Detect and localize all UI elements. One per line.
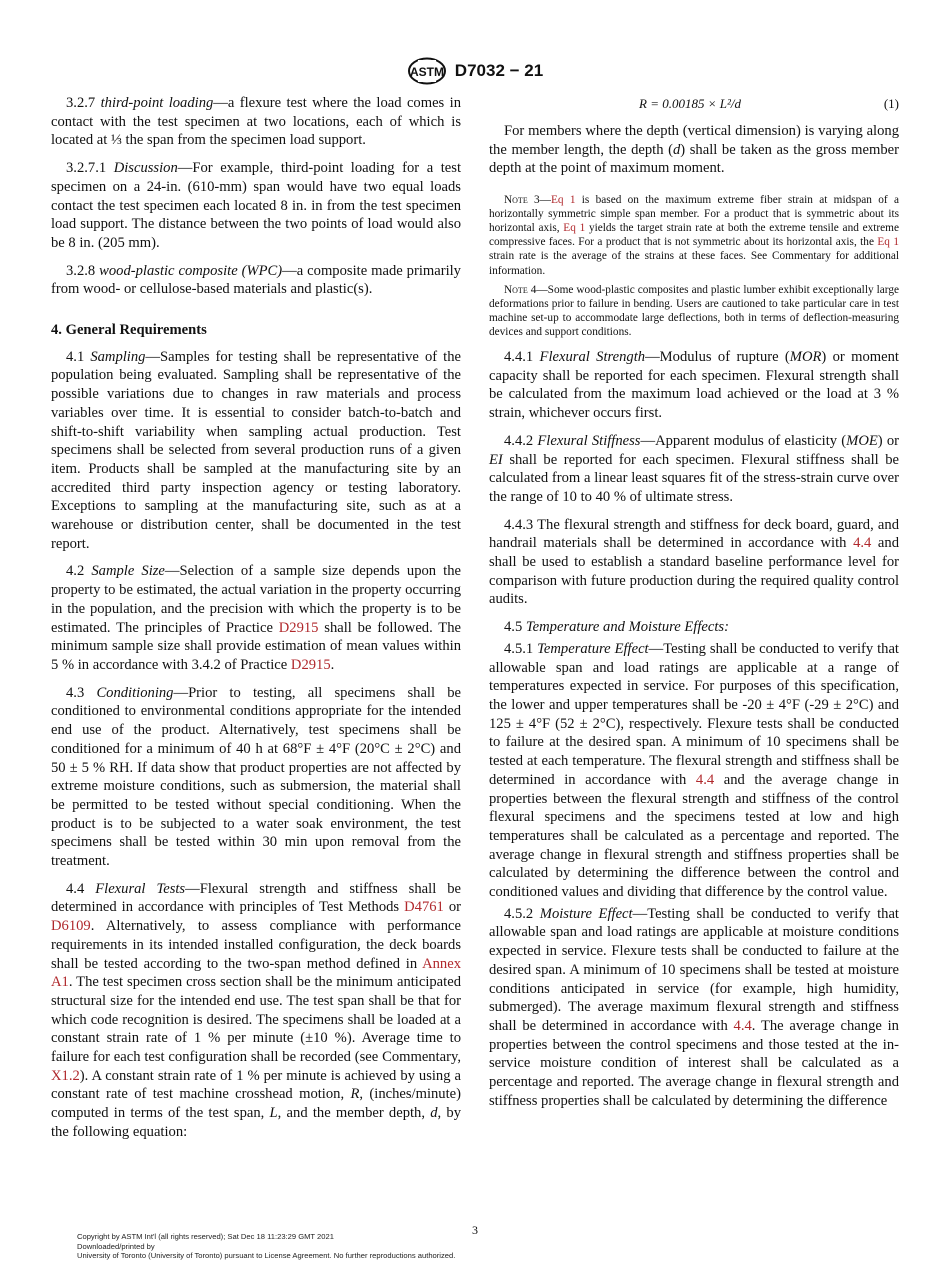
- note-3: Note 3—Eq 1 is based on the maximum extreme fiber strain at midspan of a horizontally symmetric simple span member. For a product that is symmetric about its horizontal axis, Eq 1 yields the target strain rate at both the extreme tensile and extreme compressive faces. For a product that is not symmetric about its horizontal axis, the Eq 1 strain rate is the average of the strains at these faces. See Commentary for additional information.: [489, 194, 899, 277]
- paragraph-depth: For members where the depth (vertical dimension) is varying along the member length, the depth (d) shall be taken as the gross member depth at the point of maximum moment.: [489, 123, 899, 177]
- copyright-footer: [77, 1232, 455, 1261]
- equation-number: (1): [883, 96, 899, 111]
- link-4-4[interactable]: 4.4: [733, 1017, 752, 1034]
- link-eq-1[interactable]: Eq 1: [550, 194, 576, 207]
- link-4-4[interactable]: 4.4: [853, 535, 872, 552]
- link-eq-1[interactable]: Eq 1: [877, 236, 899, 249]
- equation-1: [489, 94, 899, 116]
- footer-line: University of Toronto (University of Toronto) pursuant to License Agreement. No further reproductions authorized.: [77, 1251, 456, 1261]
- paragraph-3-2-7: 3.2.7 third-point loading—a flexure test where the load comes in contact with the test specimen at two locations, each of which is located at ⅓ the span from the specimen load support.: [51, 95, 461, 149]
- document-designation: D7032 − 21: [454, 61, 544, 80]
- link-d4761[interactable]: D4761: [404, 899, 444, 916]
- svg-text:ASTM: ASTM: [409, 65, 444, 79]
- paragraph-4-4-2: 4.4.2 Flexural Stiffness—Apparent modulus of elasticity (MOE) or EI shall be reported for each specimen. Flexural stiffness shall be calculated from a linear least squares fit of the stress-strain curve over the range of 10 to 40 % of ultimate stress.: [489, 432, 899, 505]
- paragraph-4-5-1: 4.5.1 Temperature Effect—Testing shall be conducted to verify that allowable span and load ratings are applicable at a range of temperatures expected in service. For purposes of this specification, the lower and upper temperatures shall be -20 ± 4°F (-29 ± 2°C) and 125 ± 4°F (52 ± 2°C), respectively. Flexure tests shall be conducted to failure at the desired span. A minimum of 10 specimens shall be tested at each temperature. The flexural strength and stiffness shall be determined in accordance with 4.4 and the average change in properties between the flexural strength and stiffness of the control flexural specimens and the specimens tested at low and high temperatures shall be calculated as a percentage and reported. The average change in flexural strength and stiffness properties shall be calculated by determining the difference between the control and conditioned values and dividing that difference by the control value.: [489, 640, 899, 901]
- paragraph-4-3: 4.3 Conditioning—Prior to testing, all specimens shall be conditioned to environmental conditions appropriate for the intended end use of the product. Alternatively, test specimens shall be conditioned for a minimum of 40 h at 68°F ± 4°F (20°C ± 2°C) and 50 ± 5 % RH. If data show that product properties are not affected by extreme moisture conditions, such as submersion, the material shall be permitted to be tested without special conditioning. When the product is to be subjected to a water soak environment, the test specimens shall be tested within 30 min upon removal from the treatment.: [51, 684, 461, 870]
- left-column: [51, 94, 461, 1151]
- paragraph-3-2-7-1: 3.2.7.1 Discussion—For example, third-point loading for a test specimen on a 24-in. (610-mm) span would have two equal loads contact the test specimen each located 8 in. in from the test specimen load support. The distance between the two points of load would also be 8 in. (205 mm).: [51, 160, 462, 251]
- link-d2915[interactable]: D2915: [278, 619, 319, 636]
- paragraph-4-4-3: 4.4.3 The flexural strength and stiffness for deck board, guard, and handrail materials shall be determined in accordance with 4.4 and shall be used to establish a standard baseline performance level for comparison with future production during the required quality control audits.: [489, 516, 899, 608]
- link-eq-1[interactable]: Eq 1: [563, 222, 586, 235]
- paragraph-4-4-1: 4.4.1 Flexural Strength—Modulus of rupture (MOR) or moment capacity shall be reported for each specimen. Flexural strength shall be calculated from the maximum load achieved or the load at 3 % strain, whichever occurs first.: [489, 349, 899, 422]
- paragraph-4-1: 4.1 Sampling—Samples for testing shall be representative of the population being evaluated. Sampling shall be representative of the possible variations due to changes in raw materials and process variables over time. It is essential to consider batch-to-batch and shift-to-shift variability when sampling actual production. Test specimens shall be selected from several production runs of a given item. Products shall be sampled at the manufacturing site by an accredited third party inspection agency or testing laboratory. Exceptions to sampling at the manufacturing site, such as at a warehouse or distribution center, shall be documented in the test report.: [51, 348, 462, 552]
- footer-line: Downloaded/printed by: [77, 1241, 155, 1251]
- paragraph-3-2-8: 3.2.8 wood-plastic composite (WPC)—a composite made primarily from wood- or cellulose-based materials and plastic(s).: [51, 262, 461, 298]
- link-annex-a1[interactable]: Annex A1: [51, 955, 461, 991]
- page-header: [0, 57, 950, 85]
- link-4-4[interactable]: 4.4: [695, 771, 715, 788]
- right-column: [489, 94, 899, 1110]
- link-d6109[interactable]: D6109: [51, 918, 91, 935]
- link-d2915[interactable]: D2915: [290, 656, 331, 673]
- astm-logo-icon: [407, 57, 447, 85]
- footer-line: Copyright by ASTM Int'l (all rights reserved); Sat Dec 18 11:23:29 GMT 2021: [77, 1232, 334, 1241]
- paragraph-4-5: 4.5 Temperature and Moisture Effects:: [504, 619, 729, 636]
- paragraph-4-4: 4.4 Flexural Tests—Flexural strength and stiffness shall be determined in accordance with principles of Test Methods D4761 or D6109. Alternatively, to assess compliance with performance requirements in its intended installed configuration, the deck boards shall be tested according to the two-span method defined in Annex A1. The test specimen cross section shall be the minimum anticipated structural size for the intended end use. The test span shall be that for which code recognition is desired. The specimens shall be loaded at a constant strain rate of 1 % per minute (±10 %). Average time to failure for each test configuration shall be recorded (see Commentary, X1.2). A constant strain rate of 1 % per minute is achieved by using a constant rate of test machine crosshead motion, R, (inches/minute) computed in terms of the test span, L, and the member depth, d, by the following equation:: [51, 880, 461, 1140]
- paragraph-4-5-2: 4.5.2 Moisture Effect—Testing shall be conducted to verify that allowable span and load ratings are applicable at moisture conditions expected in service. Flexure tests shall be conducted to failure at the desired span. A minimum of 10 specimens shall be tested at moisture conditions anticipated in service (for example, high humidity, submerged). The average maximum flexural strength and stiffness shall be determined in accordance with 4.4. The average change in properties between the control specimens and those tested at the in-service moisture condition of interest shall be calculated as a percentage and reported. The average change in flexural strength and stiffness properties shall be calculated by determining the difference: [489, 905, 899, 1109]
- page-number: 3: [472, 1223, 478, 1237]
- link-x1-2[interactable]: X1.2: [51, 1067, 80, 1084]
- note-4: Note 4—Some wood-plastic composites and plastic lumber exhibit exceptionally large deformations prior to failure in bending. Users are cautioned to take particular care in test machine set-up to accommodate large deflections, both in terms of deflection-measuring devices and support conditions.: [489, 283, 899, 338]
- section-heading: 4. General Requirements: [51, 322, 207, 339]
- equation-text: R = 0.00185 × L²/d: [639, 96, 741, 111]
- paragraph-4-2: 4.2 Sample Size—Selection of a sample size depends upon the property to be estimated, the actual variation in the property occurring in the population, and the precision with which the property is to be estimated. The principles of Practice D2915 shall be followed. The minimum sample size shall provide estimation of mean values within 5 % in accordance with 3.4.2 of Practice D2915.: [51, 563, 462, 673]
